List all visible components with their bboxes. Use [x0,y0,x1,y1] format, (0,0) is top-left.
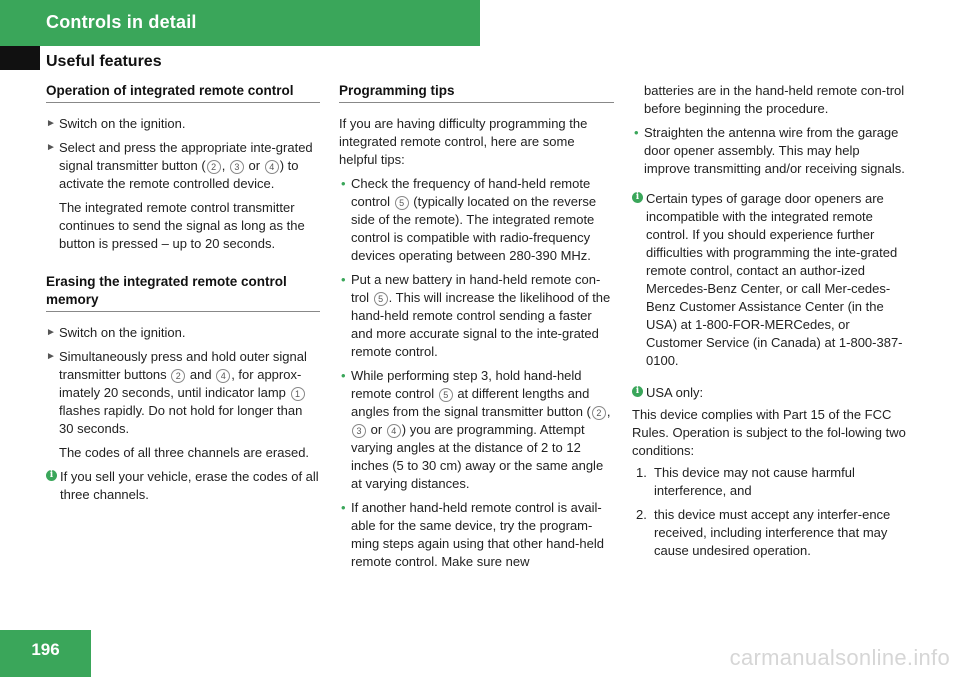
section-title: Useful features [46,53,162,70]
info-incompatible: i Certain types of garage door openers are incompatible with the integrated remote control. If you should experience further difficulties with programming the inte-grated remote control, contact an author-ized Mercedes-Benz Center, or call Mer-cedes-Benz Customer Assistance Center (in the USA) at 1-800-FOR-MERCedes, or Customer Service (in Canada) at 1-800-387-0100. [632,190,908,370]
step-select-button: ► Select and press the appropriate inte-grated signal transmitter button ( 2 , 3 or 4 ) to activate the remote controlled device. [46,140,313,191]
step-press-hold: ► Simultaneously press and hold outer signal transmitter buttons 2 and 4 , for approx-imately 20 seconds, until indicator lamp 1 flashes rapidly. Do not hold for longer than 30 seconds. [46,349,307,436]
info-icon: i [46,470,57,481]
column-1 [46,82,320,512]
column-3 [632,82,908,566]
note-transmit: The integrated remote control transmitter continues to send the signal as long as the button is pressed – up to 20 seconds. [59,200,305,251]
callout-4: 4 [387,424,401,438]
callout-3: 3 [352,424,366,438]
callout-2: 2 [171,369,185,383]
watermark: carmanualsonline.info [729,645,950,670]
bullet-icon: • [341,176,346,191]
tip-continued: batteries are in the hand-held remote con-trol before beginning the procedure. [644,83,905,116]
tips-intro: If you are having difficulty programming the integrated remote control, here are some helpful tips: [339,116,588,167]
bullet-icon: • [341,368,346,383]
callout-2: 2 [592,406,606,420]
heading-programming-tips: Programming tips [339,82,614,103]
page-number: 196 [31,640,60,659]
condition-2: 2. this device must accept any interfer-ence received, including interference that may cause undesired operation. [636,507,891,558]
arrow-icon: ► [46,142,56,153]
step-switch-on: ► Switch on the ignition. [46,116,186,131]
arrow-icon: ► [46,118,56,129]
heading-operation: Operation of integrated remote control [46,82,320,103]
condition-1: 1. This device may not cause harmful interference, and [636,465,855,498]
step-switch-on-2: ► Switch on the ignition. [46,325,186,340]
tip-antenna: • Straighten the antenna wire from the garage door opener assembly. This may help improve transmitting and/or receiving signals. [634,125,905,176]
info-icon: i [632,192,643,203]
arrow-icon: ► [46,351,56,362]
tip-other-remote: • If another hand-held remote control is avail-able for the same device, try the program-ming steps again using that other hand-held remote control. Make sure new [341,500,604,569]
chapter-title: Controls in detail [46,12,197,32]
bullet-icon: • [341,272,346,287]
info-usa-only: i USA only: [632,384,908,402]
bullet-icon: • [341,500,346,515]
callout-3: 3 [230,160,244,174]
bullet-icon: • [634,125,639,140]
callout-5: 5 [395,196,409,210]
callout-2: 2 [207,160,221,174]
tip-frequency: • Check the frequency of hand-held remote control 5 (typically located on the reverse side of the remote). The integrated remote control is compatible with radio-frequency devices operating between 280-390 MHz. [341,176,597,263]
callout-4: 4 [216,369,230,383]
arrow-icon: ► [46,327,56,338]
note-erased: The codes of all three channels are erased. [59,445,310,460]
callout-1: 1 [291,387,305,401]
info-sell-vehicle: i If you sell your vehicle, erase the codes of all three channels. [46,468,320,504]
tip-battery: • Put a new battery in hand-held remote con-trol 5 . This will increase the likelihood of the hand-held remote control sending a faster and more accurate signal to the inte-grated remote control. [341,272,611,359]
callout-5: 5 [374,292,388,306]
section-tab [0,46,40,70]
tip-angles: • While performing step 3, hold hand-held remote control 5 at different lengths and angles from the signal transmitter button ( 2 , 3 or 4 ) you are programming. Attempt varying angles at the distance of 2 to 12 inches (5 to 30 cm) away or the same angle at varying distances. [341,368,611,491]
callout-4: 4 [265,160,279,174]
info-icon: i [632,386,643,397]
fcc-text: This device complies with Part 15 of the FCC Rules. Operation is subject to the fol-lowing two conditions: [632,407,906,458]
column-2 [339,82,614,577]
callout-5: 5 [439,388,453,402]
heading-erasing: Erasing the integrated remote control memory [46,273,320,312]
